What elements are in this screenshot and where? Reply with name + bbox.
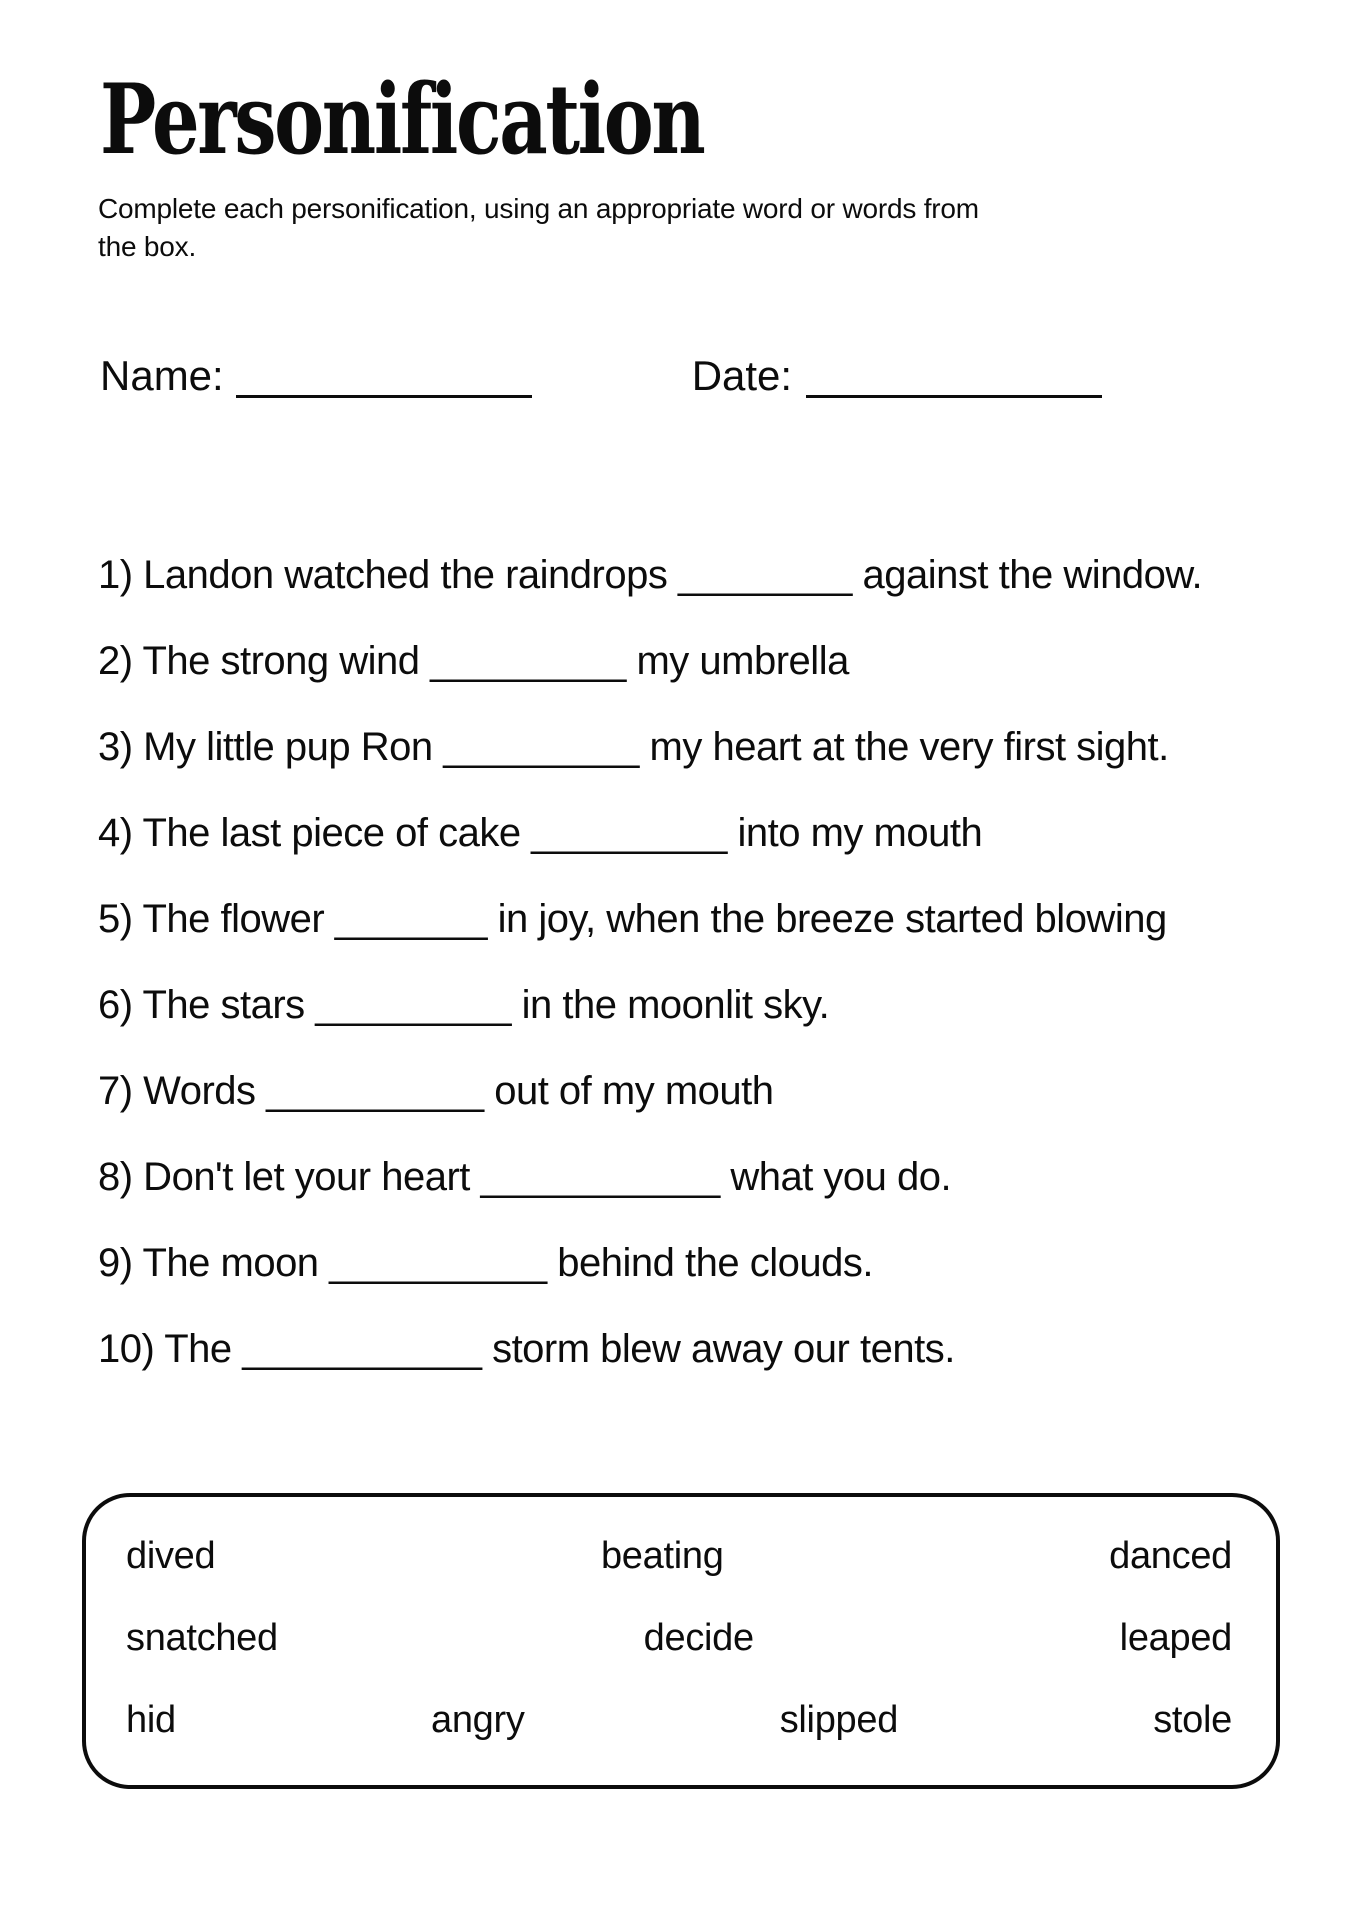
question-item-9: 9) The moon __________ behind the clouds. [98, 1241, 873, 1285]
question-item-2: 2) The strong wind _________ my umbrella [98, 639, 849, 683]
word-bank-row-3 [126, 1697, 1232, 1743]
question-item-7: 7) Words __________ out of my mouth [98, 1069, 774, 1113]
word-decide: decide [643, 1617, 754, 1659]
question-item-1: 1) Landon watched the raindrops ________ against the window. [98, 553, 1203, 597]
question-item-6: 6) The stars _________ in the moonlit sky. [98, 983, 830, 1027]
question-item-10: 10) The ___________ storm blew away our tents. [98, 1327, 955, 1371]
question-item-3: 3) My little pup Ron _________ my heart at the very first sight. [98, 725, 1169, 769]
word-bank-row-2 [126, 1615, 1232, 1661]
word-bank-box [82, 1493, 1280, 1789]
date-label: Date: [691, 352, 793, 399]
name-label: Name: [100, 352, 224, 399]
instructions-text: Complete each personification, using an appropriate word or words from the box. [98, 193, 979, 262]
question-item-8: 8) Don't let your heart ___________ what you do. [98, 1155, 952, 1199]
word-leaped: leaped [1119, 1617, 1232, 1659]
date-blank-line [806, 394, 1102, 398]
name-blank-line [236, 394, 532, 398]
word-angry: angry [430, 1699, 525, 1741]
question-item-5: 5) The flower _______ in joy, when the breeze started blowing [98, 897, 1167, 941]
word-danced: danced [1109, 1535, 1232, 1577]
word-hid: hid [126, 1699, 176, 1741]
word-slipped: slipped [779, 1699, 899, 1741]
word-beating: beating [600, 1535, 724, 1577]
word-dived: dived [126, 1535, 216, 1577]
questions-list [98, 552, 1358, 1373]
word-snatched: snatched [126, 1617, 278, 1659]
worksheet-title: Personification [100, 63, 704, 176]
name-date-row [100, 352, 1358, 400]
word-stole: stole [1153, 1699, 1232, 1741]
word-bank-row-1 [126, 1533, 1232, 1579]
question-item-4: 4) The last piece of cake _________ into my mouth [98, 811, 983, 855]
